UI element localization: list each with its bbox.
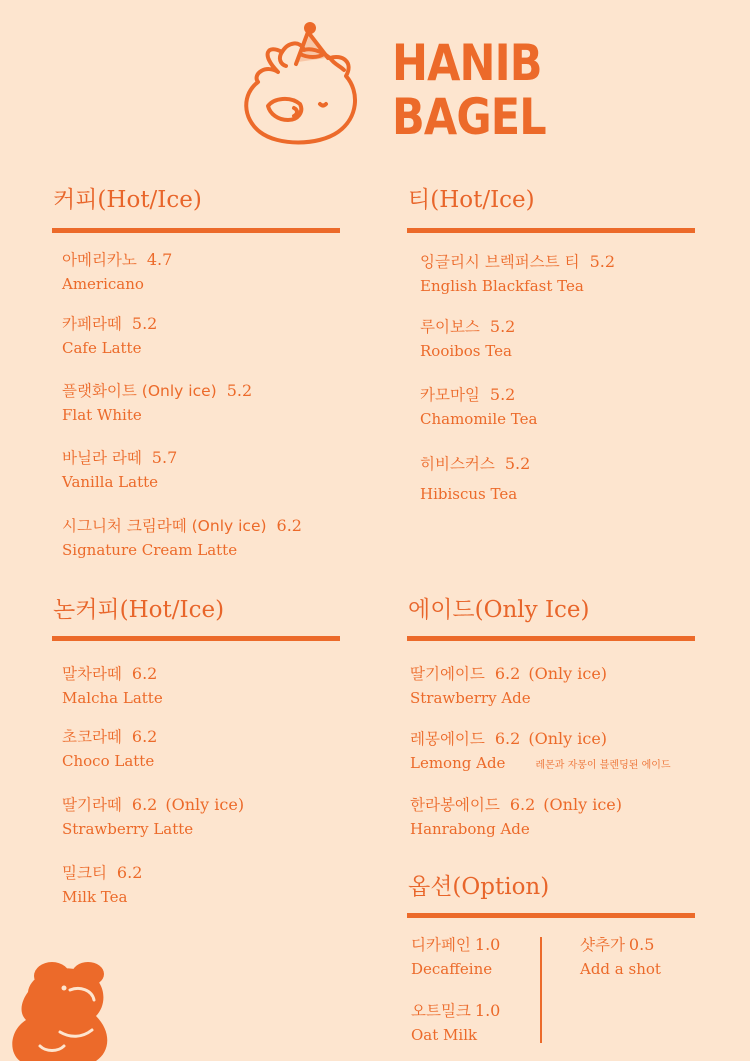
- brand-line2: BAGEL: [392, 88, 546, 146]
- item-kr: 초코라떼: [62, 728, 122, 746]
- item-price: 4.7: [146, 250, 173, 269]
- item-kr: 한라봉에이드: [410, 796, 500, 814]
- menu-item-strawberry-ade: [410, 664, 607, 708]
- item-kr: 카페라떼: [62, 315, 122, 333]
- item-kr: 말차라떼: [62, 665, 122, 683]
- item-en: Choco Latte: [62, 752, 155, 770]
- item-price: 6.2: [494, 729, 521, 748]
- section-title-coffee: 커피(Hot/Ice): [53, 187, 202, 213]
- item-price: 5.2: [226, 381, 253, 400]
- item-description: 레몬과 자몽이 블렌딩된 에이드: [535, 760, 671, 771]
- item-option-note: (Only ice): [165, 795, 245, 814]
- menu-item-english-breakfast: [420, 252, 615, 296]
- menu-item-malcha-latte: [62, 664, 163, 708]
- item-kr: 샷추가: [580, 936, 625, 954]
- menu-item-choco-latte: [62, 727, 157, 771]
- item-kr: 아메리카노: [62, 251, 137, 269]
- item-en: Oat Milk: [411, 1026, 478, 1044]
- item-en: Milk Tea: [62, 888, 128, 906]
- item-kr: 바닐라 라떼: [62, 449, 142, 467]
- item-kr: 플랫화이트 (Only ice): [62, 382, 217, 400]
- section-title-tea: 티(Hot/Ice): [408, 187, 535, 213]
- item-en: Americano: [62, 275, 144, 293]
- item-en: Strawberry Ade: [410, 689, 531, 707]
- item-en: Strawberry Latte: [62, 820, 194, 838]
- item-en: Signature Cream Latte: [62, 541, 238, 559]
- menu-item-vanilla-latte: [62, 448, 177, 492]
- item-price: 6.2: [494, 664, 521, 683]
- item-en: Add a shot: [580, 960, 661, 978]
- bear-party-hat-icon: [238, 14, 368, 149]
- item-price: 1.0: [474, 935, 501, 954]
- menu-item-lemong-ade: [410, 729, 671, 776]
- option-item-decaffeine: [411, 935, 500, 979]
- item-price: 5.2: [504, 454, 531, 473]
- item-kr: 잉글리시 브렉퍼스트 티: [420, 253, 580, 271]
- section-title-option: 옵션(Option): [408, 874, 550, 900]
- item-kr: 레몽에이드: [410, 730, 485, 748]
- section-title-noncoffee: 논커피(Hot/Ice): [53, 597, 225, 623]
- section-rule-option: [407, 913, 695, 918]
- option-item-oat-milk: [411, 1001, 500, 1045]
- item-price: 5.7: [151, 448, 178, 467]
- menu-item-flat-white: [62, 381, 252, 425]
- section-rule-coffee: [52, 228, 340, 233]
- item-en: Hibiscus Tea: [420, 485, 518, 503]
- item-en: Cafe Latte: [62, 339, 142, 357]
- item-en: Vanilla Latte: [62, 473, 158, 491]
- item-en: Hanrabong Ade: [410, 820, 530, 838]
- item-en: Malcha Latte: [62, 689, 163, 707]
- menu-item-signature-cream-latte: [62, 516, 302, 560]
- item-kr: 딸기에이드: [410, 665, 485, 683]
- item-price: 0.5: [628, 935, 655, 954]
- item-price: 5.2: [489, 385, 516, 404]
- item-kr: 루이보스: [420, 318, 480, 336]
- item-price: 5.2: [589, 252, 616, 271]
- menu-item-hanrabong-ade: [410, 795, 622, 839]
- menu-item-hibiscus: [420, 454, 530, 504]
- item-en: Chamomile Tea: [420, 410, 538, 428]
- item-en: Decaffeine: [411, 960, 493, 978]
- item-price: 5.2: [489, 317, 516, 336]
- item-price: 6.2: [131, 795, 158, 814]
- item-en: Rooibos Tea: [420, 342, 512, 360]
- item-price: 1.0: [474, 1001, 501, 1020]
- option-item-add-shot: [580, 935, 661, 979]
- item-option-note: (Only ice): [543, 795, 622, 814]
- section-rule-noncoffee: [52, 636, 340, 641]
- brand-logo: [392, 36, 546, 144]
- menu-item-cafe-latte: [62, 314, 157, 358]
- item-en: Lemong Ade: [410, 754, 506, 772]
- menu-item-americano: [62, 250, 172, 294]
- item-en: English Blackfast Tea: [420, 277, 584, 295]
- option-divider: [540, 937, 542, 1043]
- item-price: 6.2: [276, 516, 302, 535]
- item-price: 6.2: [509, 795, 536, 814]
- item-kr: 디카페인: [411, 936, 471, 954]
- item-price: 5.2: [131, 314, 158, 333]
- item-kr: 딸기라떼: [62, 796, 122, 814]
- item-price: 6.2: [131, 727, 158, 746]
- menu-item-strawberry-latte: [62, 795, 244, 839]
- menu-item-chamomile: [420, 385, 537, 429]
- item-kr: 밀크티: [62, 864, 107, 882]
- sitting-bear-icon: [0, 952, 130, 1061]
- section-rule-ade: [407, 636, 695, 641]
- menu-item-rooibos: [420, 317, 515, 361]
- item-price: 6.2: [131, 664, 158, 683]
- item-en: Flat White: [62, 406, 142, 424]
- item-option-note: (Only ice): [528, 729, 608, 748]
- section-title-ade: 에이드(Only Ice): [408, 597, 590, 623]
- section-rule-tea: [407, 228, 695, 233]
- item-option-note: (Only ice): [528, 664, 608, 683]
- item-kr: 오트밀크: [411, 1002, 471, 1020]
- item-kr: 시그니처 크림라떼 (Only ice): [62, 517, 267, 535]
- item-kr: 카모마일: [420, 386, 480, 404]
- brand-line1: HANIB: [392, 34, 542, 92]
- item-price: 6.2: [116, 863, 143, 882]
- item-kr: 히비스커스: [420, 455, 495, 473]
- menu-item-milk-tea: [62, 863, 142, 907]
